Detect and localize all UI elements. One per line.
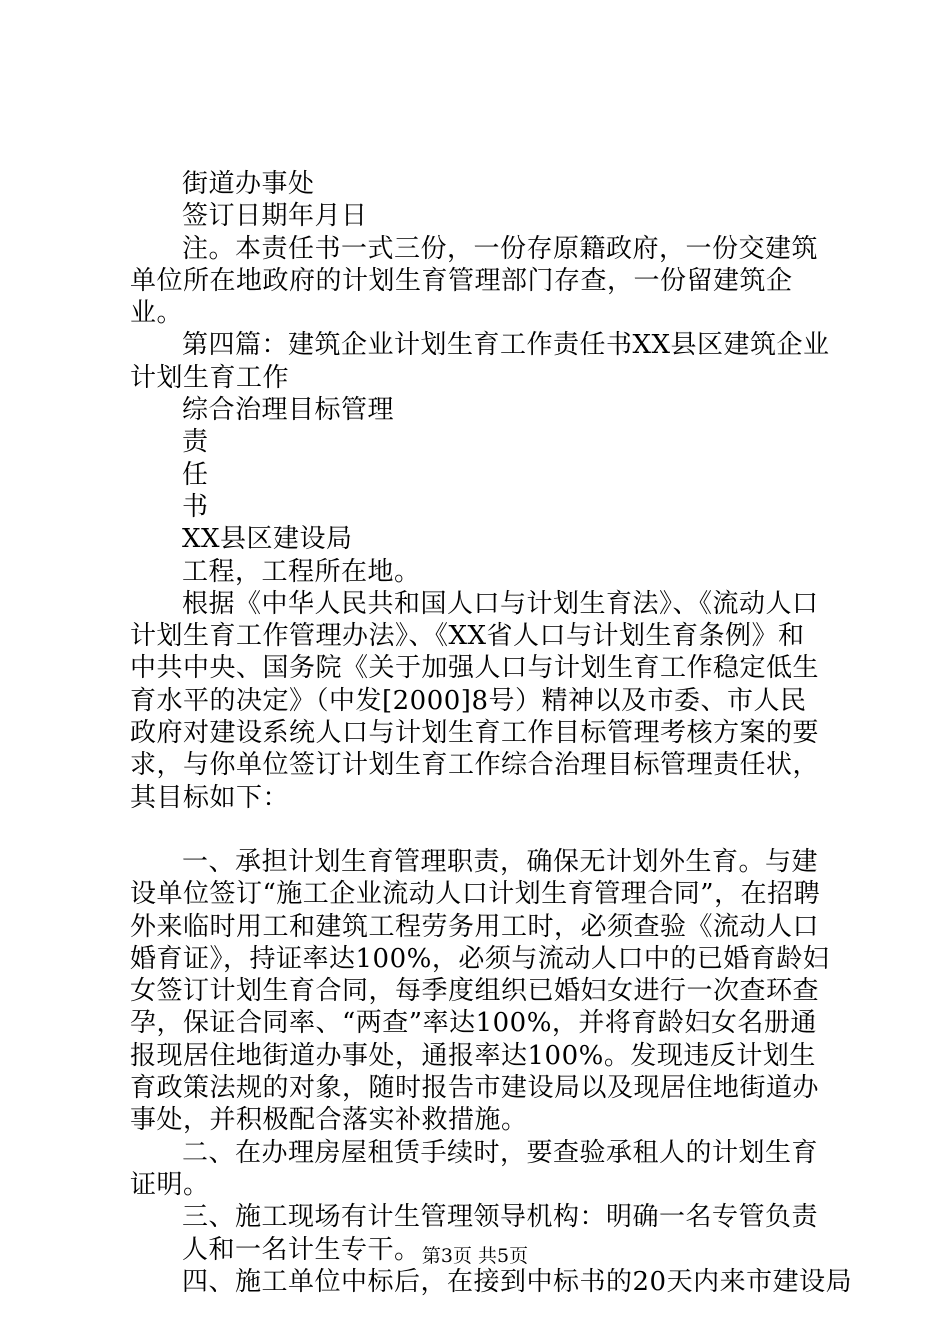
paragraph-char-ze: 责	[182, 427, 209, 458]
paragraph-char-ren: 任	[182, 459, 209, 490]
paragraph-project-location: 工程，工程所在地。	[182, 556, 421, 587]
paragraph-item-one: 一、承担计划生育管理职责，确保无计划外生育。与建设单位签订“施工企业流动人口计划生育管理合同”，在招聘外来临时用工和建筑工程劳务用工时，必须查验《流动人口婚育证》，持证率达100%，必须与流动人口中的已婚育龄妇女签订计划生育合同，每季度组织已婚妇女进行一次查环查孕，保证合同率、“两查”率达100%，并将育龄妇女名册通报现居住地街道办事处，通报率达100%。发现违反计划生育政策法规的对象，随时报告市建设局以及现居住地街道办事处，并积极配合落实补救措施。	[130, 846, 830, 1136]
paragraph-legal-basis: 根据《中华人民共和国人口与计划生育法》、《流动人口计划生育工作管理办法》、《XX省人口与计划生育条例》和中共中央、国务院《关于加强人口与计划生育工作稳定低生育水平的决定》（中发[2000]8号）精神以及市委、市人民政府对建设系统人口与计划生育工作目标管理考核方案的要求，与你单位签订计划生育工作综合治理目标管理责任状，其目标如下：	[130, 588, 820, 813]
paragraph-note: 注。本责任书一式三份，一份存原籍政府，一份交建筑单位所在地政府的计划生育管理部门存查，一份留建筑企业。	[130, 233, 819, 329]
paragraph-chapter-four-title: 第四篇：建筑企业计划生育工作责任书XX县区建筑企业计划生育工作	[130, 330, 830, 393]
paragraph-item-two: 二、在办理房屋租赁手续时，要查验承租人的计划生育证明。	[130, 1137, 819, 1200]
paragraph-char-shu: 书	[182, 491, 209, 522]
paragraph-item-three: 三、施工现场有计生管理领导机构：明确一名专管负责	[182, 1202, 819, 1233]
paragraph-spacer	[130, 814, 830, 846]
paragraph-item-four: 四、施工单位中标后，在接到中标书的20天内来市建设局	[182, 1266, 853, 1297]
paragraph-subdistrict-office: 街道办事处	[182, 169, 315, 199]
paragraph-item-three-cont: 人和一名计生专干。	[182, 1234, 421, 1265]
paragraph-target-management: 综合治理目标管理	[182, 395, 395, 426]
document-body	[130, 168, 853, 1298]
page-number-footer: 第3页 共5页	[421, 1245, 529, 1267]
paragraph-signing-date: 签订日期年月日	[182, 201, 368, 232]
paragraph-construction-bureau: XX县区建设局	[182, 524, 353, 555]
